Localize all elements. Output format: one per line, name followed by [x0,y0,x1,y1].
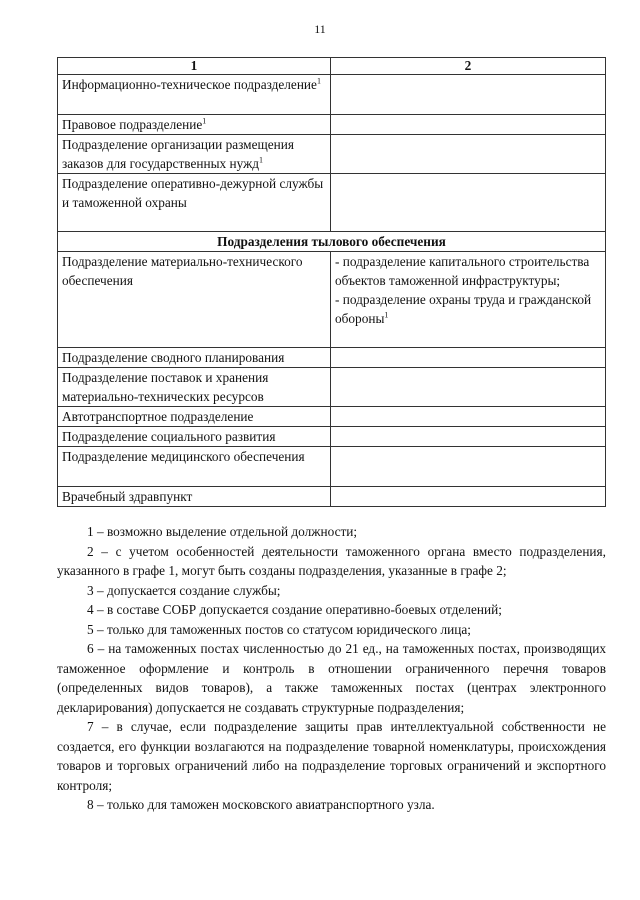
cell-empty [331,174,606,232]
unit-name: Подразделение медицинского обеспечения [58,447,331,487]
table-row [58,447,606,487]
footnote-ref: 1 [202,116,207,126]
footnote: 5 – только для таможенных постов со статусом юридического лица; [87,621,471,637]
unit-name: Врачебный здравпункт [58,487,331,507]
footnote-ref: 1 [316,76,321,86]
table-row [58,75,606,115]
table-row [58,427,606,447]
column-header-1: 1 [58,58,331,75]
table-row [58,115,606,135]
footnote: 7 – в случае, если подразделение защиты прав интеллектуальной собственности не создается, его функции возлагаются на подразделение товарной номенклатуры, происхождения товаров и торговых ограничений либо на подразделение торговых ограничений и экспортного контроля; [57,719,606,793]
cell-empty [331,447,606,487]
sub-unit: - подразделение охраны труда и гражданской обороны [335,292,592,326]
table-row [58,135,606,174]
section-title: Подразделения тылового обеспечения [58,232,606,252]
table-header-row [58,58,606,75]
cell-empty [331,427,606,447]
cell-empty [331,368,606,407]
unit-name: Подразделение сводного планирования [58,348,331,368]
footnotes [57,522,606,815]
table-row [58,252,606,348]
footnote-ref: 1 [259,155,264,165]
cell-empty [331,407,606,427]
table-row [58,487,606,507]
unit-name: Информационно-техническое подразделение [62,77,317,92]
cell-empty [331,75,606,115]
table-row [58,368,606,407]
unit-name: Подразделение поставок и хранения материально-технических ресурсов [58,368,331,407]
column-header-2: 2 [331,58,606,75]
unit-name: Подразделение организации размещения заказов для государственных нужд [62,137,294,171]
table-row [58,174,606,232]
table-row [58,407,606,427]
footnote-ref: 1 [384,310,389,320]
unit-name: Подразделение оперативно-дежурной службы и таможенной охраны [62,176,324,210]
footnote: 6 – на таможенных постах численностью до 21 ед., на таможенных постах, производящих таможенное оформление и контроль в отношении ограниченного перечня товаров (определенных видов товаров), а также таможенных постах (центрах электронного декларирования) допускается не создавать структурные подразделения; [57,641,606,715]
footnote: 8 – только для таможен московского авиатранспортного узла. [87,797,435,812]
cell-empty [331,487,606,507]
unit-name: Правовое подразделение [62,117,203,132]
table-row [58,348,606,368]
section-row [58,232,606,252]
cell-empty [331,135,606,174]
unit-name: Подразделение социального развития [58,427,331,447]
footnote: 2 – с учетом особенностей деятельности таможенного органа вместо подразделения, указанного в графе 1, могут быть созданы подразделения, указанные в графе 2; [57,543,606,578]
footnote: 3 – допускается создание службы; [87,582,281,598]
cell-empty [331,115,606,135]
structure-table [57,57,606,507]
unit-name: Подразделение материально-технического обеспечения [58,252,331,348]
unit-name: Автотранспортное подразделение [58,407,331,427]
sub-unit: - подразделение капитального строительства объектов таможенной инфраструктуры; [335,254,590,288]
footnote: 1 – возможно выделение отдельной должности; [87,524,358,539]
footnote: 4 – в составе СОБР допускается создание оперативно-боевых отделений; [87,602,502,617]
page-number: 11 [314,22,326,36]
cell-empty [331,348,606,368]
